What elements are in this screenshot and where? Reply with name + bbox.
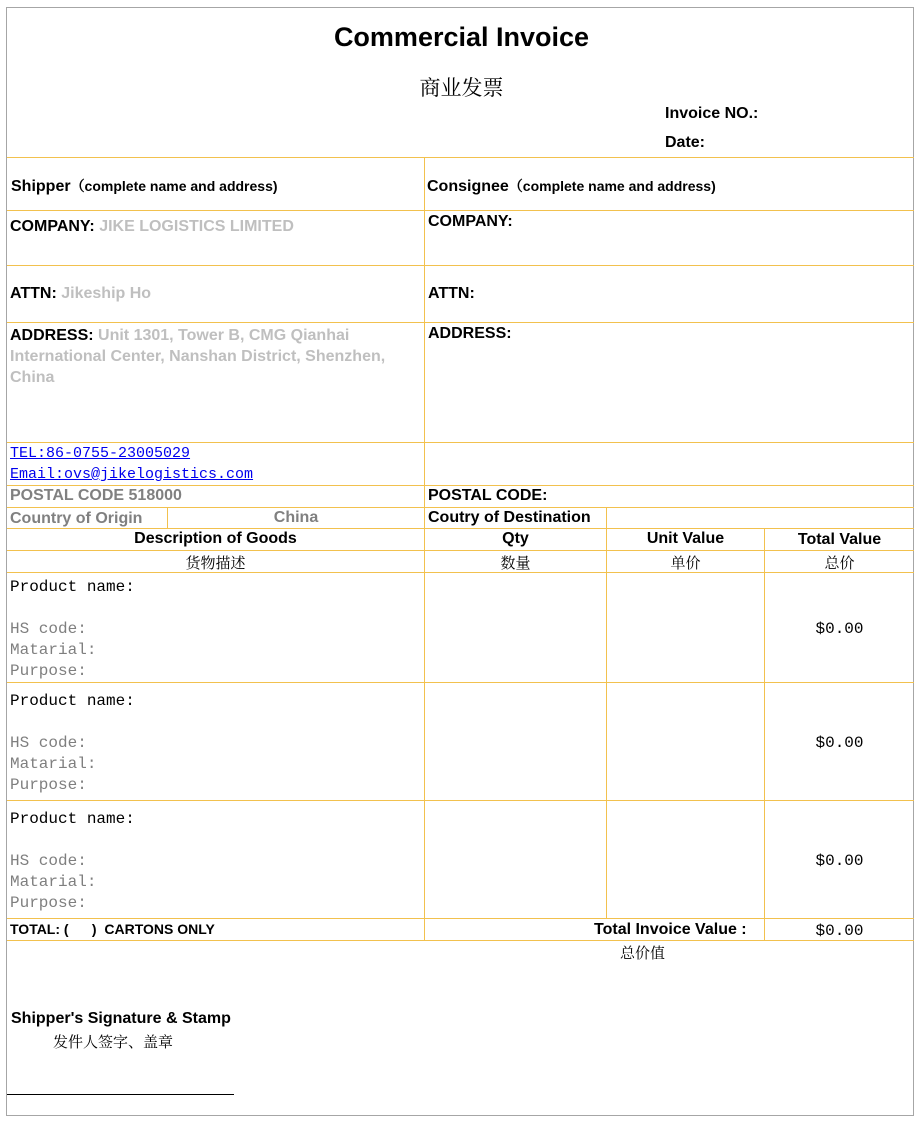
header-unit-value-cn: 单价: [670, 554, 701, 572]
row3-purpose-label: Purpose:: [10, 894, 87, 912]
shipper-heading: Shipper（complete name and address): [11, 178, 278, 195]
signature-label: Shipper's Signature & Stamp: [11, 1010, 231, 1027]
consignee-address-label: ADDRESS:: [428, 325, 512, 342]
header-qty-cn: 数量: [500, 554, 531, 572]
consignee-company-label: COMPANY:: [428, 213, 513, 230]
row3-hs-label: HS code:: [10, 852, 87, 870]
consignee-postal-label: POSTAL CODE:: [428, 487, 548, 504]
row3-product-label: Product name:: [10, 810, 135, 828]
row3-material-label: Matarial:: [10, 873, 97, 891]
total-invoice-label-cn: 总价值: [620, 944, 666, 962]
total-cartons: TOTAL: ( ) CARTONS ONLY: [10, 921, 215, 937]
shipper-tel-link[interactable]: TEL:86-0755-23005029: [10, 445, 191, 462]
consignee-attn-label: ATTN:: [428, 285, 475, 302]
header-description: Description of Goods: [134, 530, 297, 547]
header-description-cn: 货物描述: [185, 554, 246, 572]
shipper-address: ADDRESS: Unit 1301, Tower B, CMG Qianhai International Center, Nanshan District, Shenzhen, China: [10, 327, 386, 386]
row1-product-label: Product name:: [10, 578, 135, 596]
shipper-attn: ATTN: Jikeship Ho: [10, 285, 152, 302]
row1-purpose-label: Purpose:: [10, 662, 87, 680]
shipper-company-value: JIKE LOGISTICS LIMITED: [99, 218, 294, 235]
row2-product-label: Product name:: [10, 692, 135, 710]
row3-total-value: $0.00: [815, 852, 864, 870]
shipper-postal-code: POSTAL CODE 518000: [10, 487, 182, 504]
date-label: Date:: [665, 134, 706, 151]
consignee-heading: Consignee（complete name and address): [427, 178, 716, 195]
shipper-company: COMPANY: JIKE LOGISTICS LIMITED: [10, 218, 294, 235]
header-unit-value: Unit Value: [646, 530, 725, 547]
shipper-attn-value: Jikeship Ho: [61, 285, 152, 302]
row2-hs-label: HS code:: [10, 734, 87, 752]
row1-material-label: Matarial:: [10, 641, 97, 659]
total-invoice-label: Total Invoice Value :: [594, 921, 747, 938]
row2-material-label: Matarial:: [10, 755, 97, 773]
invoice-title: Commercial Invoice: [333, 22, 590, 52]
invoice-title-cn: 商业发票: [419, 76, 504, 100]
origin-value: China: [273, 509, 319, 526]
row1-total-value: $0.00: [815, 620, 864, 638]
destination-label: Coutry of Destination: [428, 509, 591, 526]
row1-hs-label: HS code:: [10, 620, 87, 638]
shipper-email-link[interactable]: Email:ovs@jikelogistics.com: [10, 466, 254, 483]
header-qty: Qty: [502, 530, 529, 547]
header-total-value-cn: 总价: [824, 554, 855, 572]
total-invoice-value: $0.00: [815, 922, 864, 940]
invoice-number-label: Invoice NO.:: [665, 105, 759, 122]
shipper-address-value: Unit 1301, Tower B, CMG Qianhai International Center, Nanshan District, Shenzhen, China: [10, 327, 386, 386]
row2-purpose-label: Purpose:: [10, 776, 87, 794]
signature-line: [7, 1094, 234, 1095]
row2-total-value: $0.00: [815, 734, 864, 752]
header-total-value: Total Value: [797, 531, 882, 548]
signature-label-cn: 发件人签字、盖章: [53, 1033, 174, 1051]
origin-label: Country of Origin: [10, 510, 143, 527]
